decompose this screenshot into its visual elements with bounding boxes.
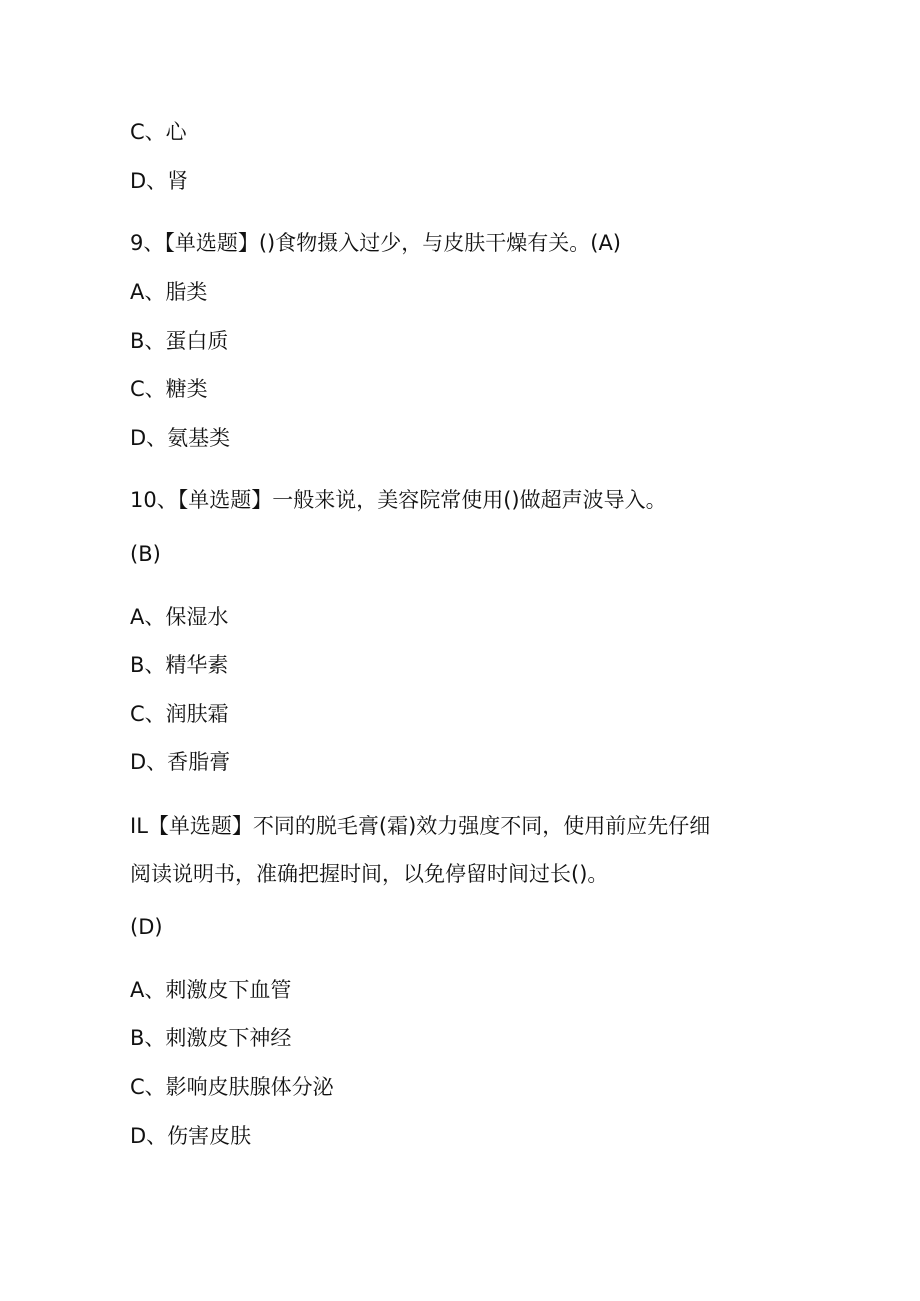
q8-option-c: C、心 <box>130 120 187 144</box>
q11-option-d: D、伤害皮肤 <box>130 1124 252 1148</box>
q8-option-d: D、肾 <box>130 169 189 193</box>
q9-option-b: B、蛋白质 <box>130 329 229 353</box>
q9-stem: 9、【单选题】()食物摄入过少，与皮肤干燥有关。(A) <box>130 231 621 255</box>
q10-stem: 10、【单选题】一般来说，美容院常使用()做超声波导入。 <box>130 488 667 512</box>
q11-option-c: C、影响皮肤腺体分泌 <box>130 1075 334 1099</box>
q9-option-d: D、氨基类 <box>130 426 231 450</box>
q11-option-a: A、刺激皮下血管 <box>130 978 292 1002</box>
q11-stem-line2: 阅读说明书，准确把握时间，以免停留时间过长()。 <box>130 862 609 886</box>
q10-option-a: A、保湿水 <box>130 605 229 629</box>
q11-answer: (D) <box>130 915 163 939</box>
q9-option-a: A、脂类 <box>130 280 208 304</box>
q10-answer: (B) <box>130 542 161 566</box>
q9-option-c: C、糖类 <box>130 377 208 401</box>
q10-option-c: C、润肤霜 <box>130 702 229 726</box>
q10-option-d: D、香脂膏 <box>130 750 231 774</box>
q11-option-b: B、刺激皮下神经 <box>130 1026 292 1050</box>
q10-option-b: B、精华素 <box>130 653 229 677</box>
q11-stem-line1: IL【单选题】不同的脱毛膏(霜)效力强度不同，使用前应先仔细 <box>130 814 711 838</box>
